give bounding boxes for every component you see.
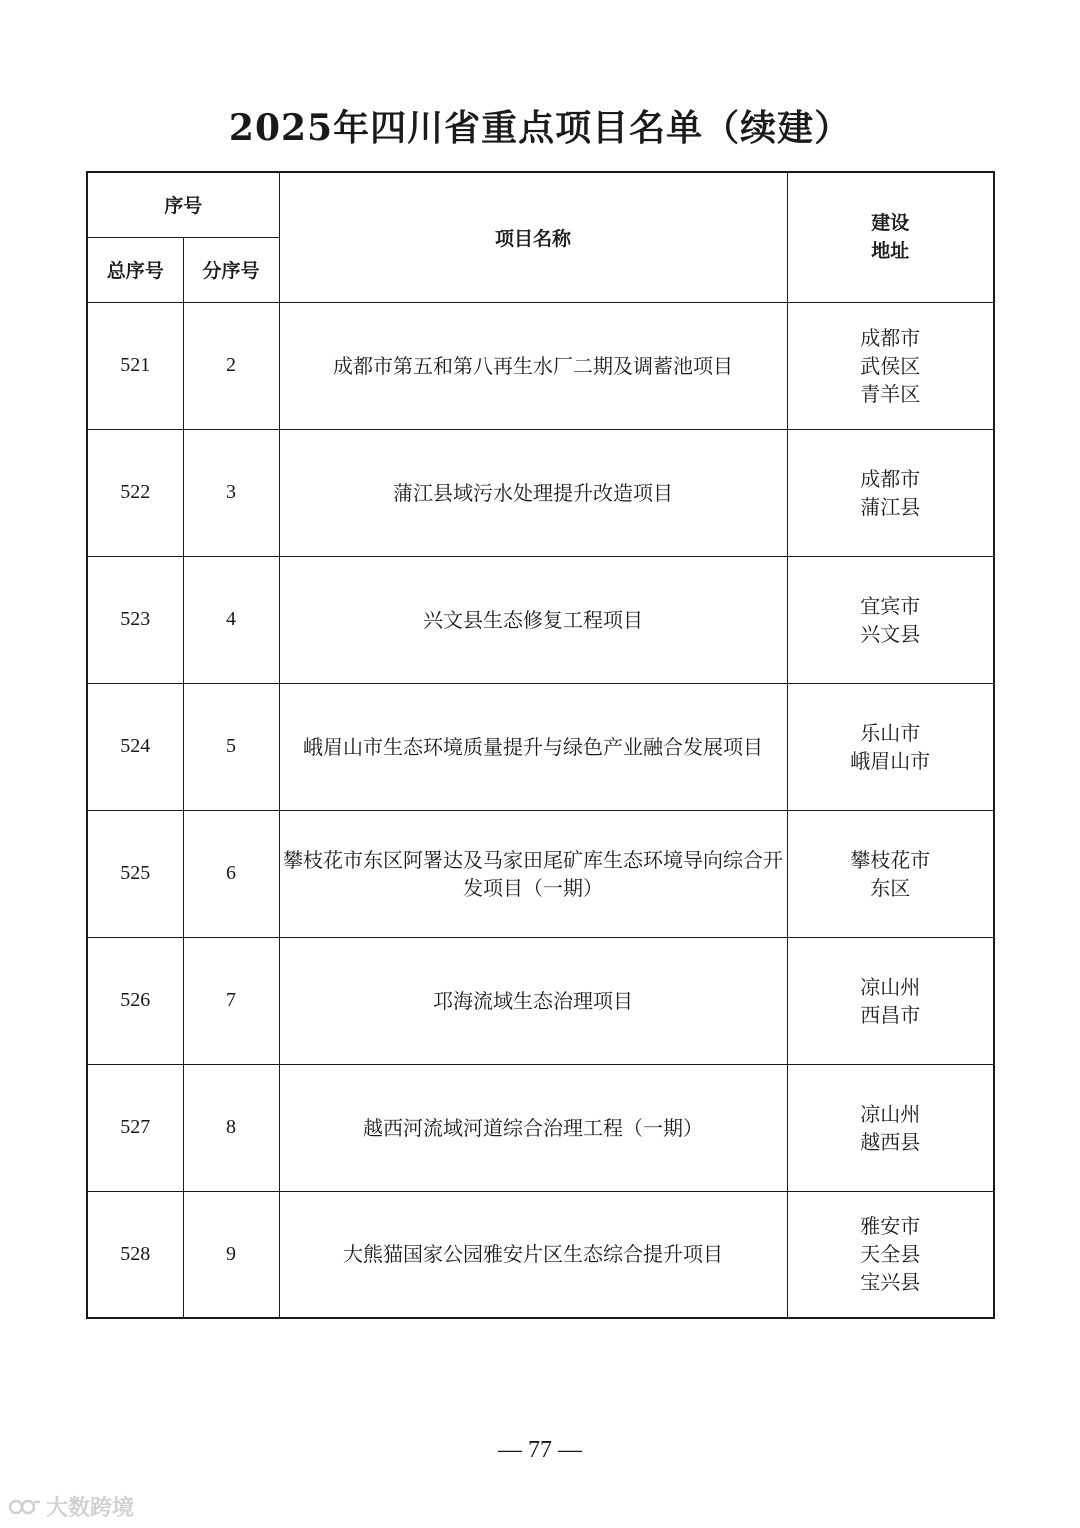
cell-address <box>787 683 994 810</box>
cell-total-seq: 526 <box>87 937 183 1064</box>
cell-project-name: 兴文县生态修复工程项目 <box>279 556 787 683</box>
address-line: 凉山州 <box>860 974 921 999</box>
cell-project-name: 攀枝花市东区阿署达及马家田尾矿库生态环境导向综合开发项目（一期） <box>279 810 787 937</box>
cell-project-name: 越西河流域河道综合治理工程（一期） <box>279 1064 787 1191</box>
cell-sub-seq: 8 <box>183 1064 279 1191</box>
cell-project-name: 蒲江县域污水处理提升改造项目 <box>279 429 787 556</box>
header-seq-group: 序号 <box>87 172 279 237</box>
cell-project-name: 峨眉山市生态环境质量提升与绿色产业融合发展项目 <box>279 683 787 810</box>
address-line: 蒲江县 <box>860 494 921 519</box>
cell-address <box>787 556 994 683</box>
header-sub-seq: 分序号 <box>183 237 279 302</box>
table-row <box>87 556 994 683</box>
cell-total-seq: 525 <box>87 810 183 937</box>
cell-sub-seq: 4 <box>183 556 279 683</box>
table-body <box>87 302 994 1318</box>
table-row <box>87 1191 994 1318</box>
cell-total-seq: 527 <box>87 1064 183 1191</box>
cell-project-name: 大熊猫国家公园雅安片区生态综合提升项目 <box>279 1191 787 1318</box>
table-row <box>87 810 994 937</box>
cell-total-seq: 521 <box>87 302 183 429</box>
address-line: 峨眉山市 <box>850 748 931 773</box>
table-row <box>87 429 994 556</box>
cell-address <box>787 1191 994 1318</box>
cell-project-name: 邛海流域生态治理项目 <box>279 937 787 1064</box>
address-line: 武侯区 <box>860 353 921 378</box>
watermark <box>8 1491 134 1522</box>
address-line: 雅安市 <box>860 1214 921 1239</box>
cell-address <box>787 810 994 937</box>
table-row <box>87 302 994 429</box>
address-line: 天全县 <box>860 1242 921 1267</box>
header-project-name: 项目名称 <box>279 172 787 302</box>
table-row <box>87 937 994 1064</box>
page-title: 2025年四川省重点项目名单（续建） <box>228 107 852 149</box>
page-number: — 77 — <box>498 1437 582 1463</box>
cell-total-seq: 524 <box>87 683 183 810</box>
header-total-seq: 总序号 <box>87 237 183 302</box>
cell-total-seq: 522 <box>87 429 183 556</box>
watermark-text: 大数跨境 <box>46 1496 135 1521</box>
cell-sub-seq: 3 <box>183 429 279 556</box>
table-row <box>87 1064 994 1191</box>
address-line: 凉山州 <box>860 1101 921 1126</box>
address-line: 西昌市 <box>860 1002 921 1027</box>
cell-address <box>787 937 994 1064</box>
address-line: 东区 <box>870 875 911 900</box>
address-line: 成都市 <box>860 466 921 491</box>
header-address-label: 建设地址 <box>871 212 910 263</box>
cell-address <box>787 302 994 429</box>
address-line: 乐山市 <box>860 720 921 745</box>
cell-address <box>787 429 994 556</box>
project-table <box>86 171 995 1319</box>
address-line: 宝兴县 <box>860 1270 921 1295</box>
cell-address <box>787 1064 994 1191</box>
header-address <box>787 172 994 302</box>
cell-total-seq: 523 <box>87 556 183 683</box>
cell-project-name: 成都市第五和第八再生水厂二期及调蓄池项目 <box>279 302 787 429</box>
address-line: 攀枝花市 <box>850 847 931 872</box>
cell-sub-seq: 9 <box>183 1191 279 1318</box>
cell-sub-seq: 7 <box>183 937 279 1064</box>
address-line: 越西县 <box>860 1129 921 1154</box>
cell-sub-seq: 2 <box>183 302 279 429</box>
address-line: 宜宾市 <box>860 593 921 618</box>
cell-sub-seq: 5 <box>183 683 279 810</box>
address-line: 兴文县 <box>860 621 921 646</box>
cell-total-seq: 528 <box>87 1191 183 1318</box>
address-line: 青羊区 <box>860 381 921 406</box>
cell-sub-seq: 6 <box>183 810 279 937</box>
address-line: 成都市 <box>860 325 921 350</box>
table-row <box>87 683 994 810</box>
watermark-logo-icon <box>8 1496 42 1518</box>
